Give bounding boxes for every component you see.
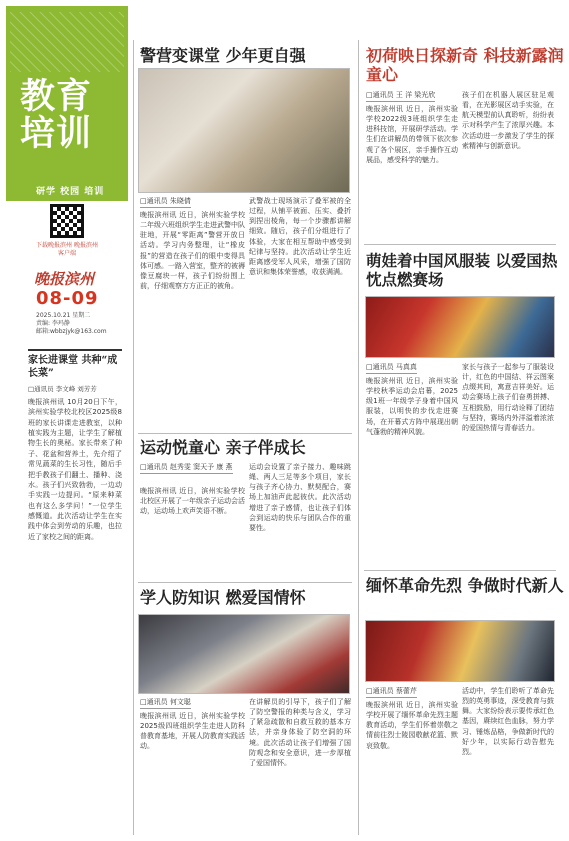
row-divider	[364, 244, 556, 245]
article-body: 家长与孩子一起参与了服装设计，红色的中国结、祥云图案点缀其间，寓意吉祥美好。运动会赛场上孩子们奋勇拼搏、互相鼓励，用行动诠释了团结与坚持，赛场内外洋溢着浓浓的爱国热情与青春活力。	[462, 363, 554, 432]
article-title[interactable]: 家长进课堂 共种“成长菜”	[28, 355, 118, 379]
article-body: 晚报滨州讯 近日，滨州实验学校北校区开展了一年级亲子运动会活动，运动场上欢声笑语不断。	[140, 487, 245, 516]
brand-logo: 晚报滨州	[34, 270, 95, 288]
qr-code-icon[interactable]	[50, 204, 84, 238]
article-body: 活动中，学生们聆听了革命先烈的英勇事迹，深受教育与鼓舞。大家纷纷表示要传承红色基因，赓续红色血脉，努力学习、锤炼品格，争做新时代的好少年，以实际行动告慰先烈。	[462, 687, 554, 756]
email-line: 邮箱:wbbzjyk@163.com	[36, 328, 107, 336]
section-title-line2: 培训	[20, 114, 93, 154]
article-byline: □通讯员 李文峰 刘芳芳	[28, 385, 97, 393]
article-body: 孩子们在机器人展区驻足观看，在光影展区动手实验，在航天模型前认真聆听，纷纷表示对科学产生了浓厚兴趣。本次活动进一步激发了学生的探索精神与创新意识。	[462, 91, 554, 150]
section-subtitle: 研学 校园 培训	[36, 187, 105, 197]
section-title-line1: 教育	[20, 77, 93, 117]
left-article	[28, 349, 122, 829]
article-body: 晚报滨州讯 近日，滨州实验学校秋季运动会启幕，2025级1班一年级学子身着中国风服装，以明快的步伐走进赛场，在开幕式方阵中展现出朝气蓬勃的精神风貌。	[366, 377, 458, 436]
page-number: 08-09	[36, 288, 99, 309]
article-title[interactable]: 萌娃着中国风服装 以爱国热忱点燃赛场	[366, 251, 558, 289]
column-divider	[358, 40, 359, 835]
banner-pattern	[10, 12, 124, 72]
article-body: 在讲解员的引导下，孩子们了解了防空警报的种类与含义，学习了紧急疏散和自救互救的基本方法，并亲身体验了防空洞的环境。此次活动让孩子们增强了国防观念和安全意识，进一步厚植了爱国情怀。	[249, 698, 351, 767]
article-body: 晚报滨州讯 10月20日下午，滨州实验学校北校区2025级8班的家长讲课走进教室，以种植实践为主题，让学生了解植物生长的奥秘。家长带来了种子、花盆和营养土，先介绍了常见蔬菜的生长习性，随后手把手教孩子们翻土、播种、浇水。孩子们兴致勃勃，一边动手实践一边提问。“原来种菜也有这么多学问！”一位学生感慨道。此次活动让学生在实践中体会到劳动的乐趣，也拉近了家校之间的距离。	[28, 398, 122, 541]
article-byline: □通讯员 赵秀雯 窦天予 康 燕	[140, 462, 233, 474]
article-body: 晚报滨州讯 近日，滨州实验学校2025级四班组织学生走进人防科普教育基地，开展人防教育实践活动。	[140, 712, 245, 751]
article-body: 运动会设置了亲子接力、趣味跳绳、两人三足等多个项目，家长与孩子齐心协力、默契配合，赛场上加油声此起彼伏。此次活动增进了亲子感情，也让孩子们体会到运动的快乐与团队合作的重要性。	[249, 463, 351, 532]
article-byline: □通讯员 马真真	[366, 362, 417, 374]
section-banner	[6, 6, 128, 201]
article-body: 晚报滨州讯 近日，滨州实验学校二年级六班组织学生走进武警中队驻地，开展“零距离”警营开放日活动。学习内务整理，让“橡皮报”的营造在孩子们的眼中变得具体可感。一路入营室，整齐的被褥像豆腐块一样，孩子们纷纷围上前，仔细观察方方正正的被角。	[140, 211, 245, 290]
article-photo	[365, 296, 555, 358]
article-byline: □通讯员 朱晓倩	[140, 196, 191, 208]
date-line: 2025.10.21 星期二	[36, 312, 91, 319]
article-body: 武警战士现场演示了叠军被的全过程，从铺平被面、压实、叠折到捏出棱角，每一个步骤都讲解细致。随后，孩子们分组进行了体验，大家在相互帮助中感受到纪律与坚持。此次活动让学生近距离感受军人风采，增强了国防意识和集体荣誉感，收获满满。	[249, 197, 351, 276]
article-photo	[138, 614, 350, 694]
article-title[interactable]: 警营变课堂 少年更自强	[140, 46, 306, 65]
article-title[interactable]: 学人防知识 燃爱国情怀	[140, 588, 306, 607]
article-body: 晚报滨州讯 近日，滨州实验学校2022级3班组织学生走进科技馆，开展研学活动。学生们在讲解员的带领下依次参观了各个展区，亲手操作互动展品，感受科学的魅力。	[366, 105, 458, 164]
row-divider	[138, 433, 352, 434]
article-title[interactable]: 初荷映日探新奇 科技新露润童心	[366, 46, 564, 85]
article-byline: □通讯员 王 洋 梁光欣	[366, 90, 435, 102]
article-byline: □通讯员 蔡蕾芹	[366, 686, 417, 698]
qr-caption: 下载晚报滨州 晚报滨州客户端	[36, 242, 98, 258]
column-divider	[133, 40, 134, 835]
article-photo	[365, 620, 555, 682]
row-divider	[138, 582, 352, 583]
article-body: 晚报滨州讯 近日，滨州实验学校开展了缅怀革命先烈主题教育活动，学生们怀着崇敬之情前往烈士陵园敬献花篮、默哀致敬。	[366, 701, 458, 750]
masthead-meta	[36, 312, 126, 336]
article-title[interactable]: 缅怀革命先烈 争做时代新人	[366, 576, 564, 595]
article-byline: □通讯员 何文聪	[140, 697, 191, 709]
article-photo	[138, 68, 350, 193]
article-title[interactable]: 运动悦童心 亲子伴成长	[140, 438, 306, 457]
editor-line: 责编: 李玛静	[36, 320, 70, 328]
section-title	[20, 77, 93, 154]
